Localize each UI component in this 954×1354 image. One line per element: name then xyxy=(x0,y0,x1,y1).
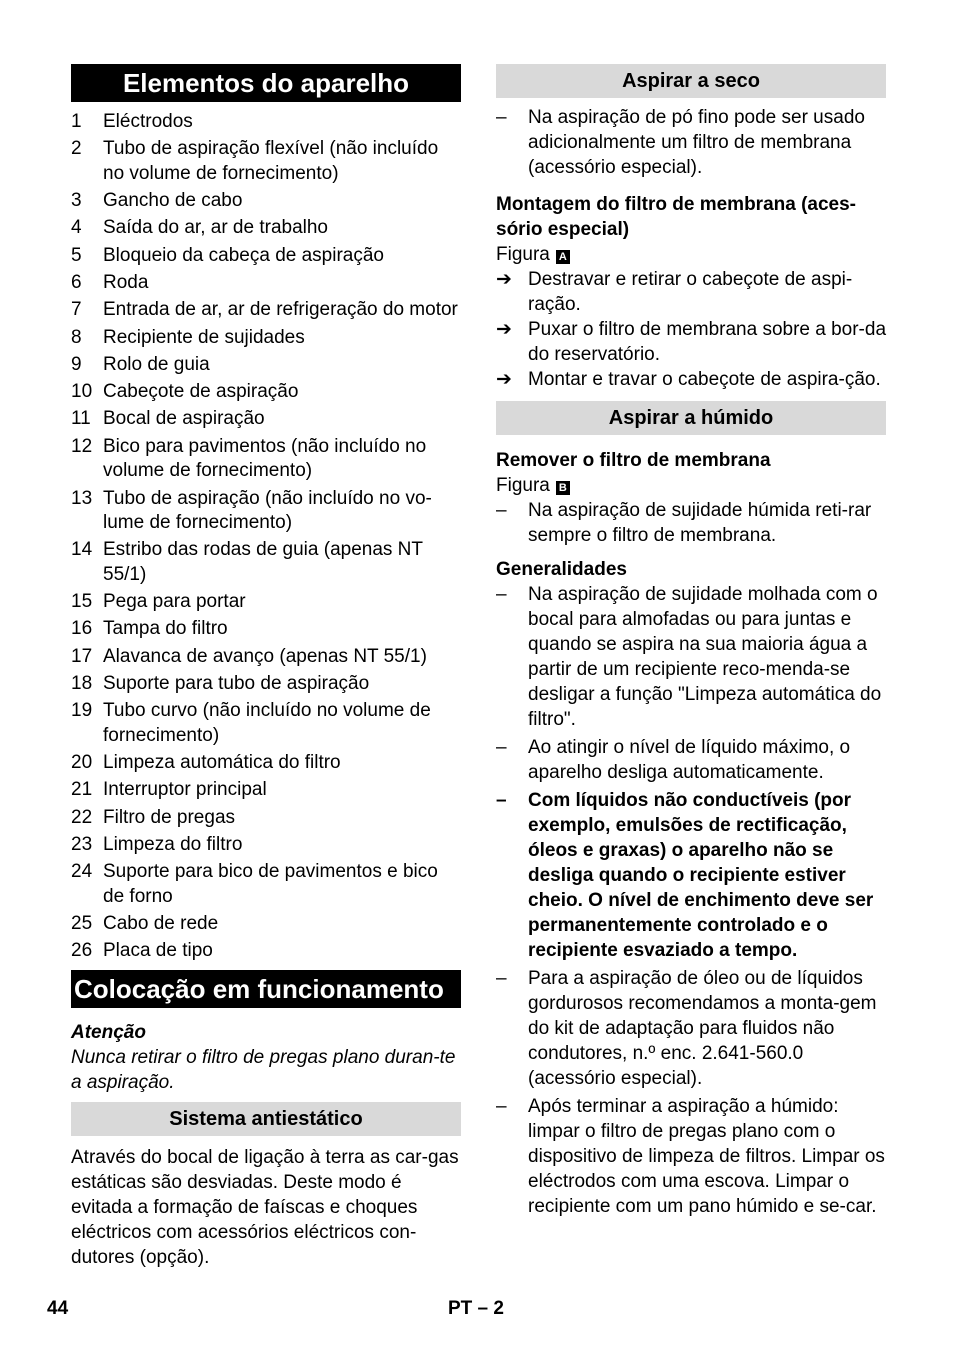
list-item: 23 Limpeza do filtro xyxy=(71,834,243,856)
arrow-right-icon: ➔ xyxy=(496,369,512,390)
list-item: – Para a aspiração de óleo ou de líquidos gordurosos recomendamos a monta-gem do kit de adaptação para fluidos não condutores, n.º enc. 2.641-560.0 (acessório especial). xyxy=(496,968,877,1089)
heading-antistatic: Sistema antiestático xyxy=(71,1102,461,1136)
left-column xyxy=(71,64,461,1270)
figure-b-ref: Figura B xyxy=(496,473,886,498)
list-item: 5 Bloqueio da cabeça de aspiração xyxy=(71,244,384,266)
dash-marker: – xyxy=(496,107,507,128)
list-item: 4 Saída do ar, ar de trabalho xyxy=(71,217,328,239)
list-item: 15 Pega para portar xyxy=(71,591,246,613)
list-item: – Na aspiração de sujidade molhada com o bocal para almofadas ou para juntas e quando se aspira na sua maioria água a partir de um recipiente reco-menda-se desligar a função "Limpeza automática do filtro". xyxy=(496,584,882,730)
list-item: 17 Alavanca de avanço (apenas NT 55/1) xyxy=(71,645,427,667)
remove-bullet: – Na aspiração de sujidade húmida reti-rar sempre o filtro de membrana. xyxy=(496,500,872,546)
instruction-step: ➔ Destravar e retirar o cabeçote de aspi-ração. xyxy=(496,269,853,315)
antistatic-text: Através do bocal de ligação à terra as car-gas estáticas são desviadas. Deste modo é evitada a formação de faíscas e choques eléctricos com acessórios eléctricos con-dutores (opção). xyxy=(71,1146,459,1268)
list-item: 1 Eléctrodos xyxy=(71,111,193,132)
attention-text: Nunca retirar o filtro de pregas plano duran-te a aspiração. xyxy=(71,1046,456,1093)
mount-filter-title: Montagem do filtro de membrana (aces-sório especial) xyxy=(496,194,857,240)
dash-marker: – xyxy=(496,968,507,989)
general-bullets xyxy=(496,582,886,1219)
page-number: 44 xyxy=(47,1298,69,1319)
list-item: – Após terminar a aspiração a húmido: limpar o filtro de pregas plano com o dispositivo de limpeza de filtros. Limpar os eléctrodos com uma escova. Limpar o recipiente com um pano húmido e se-car. xyxy=(496,1096,885,1217)
heading-dry-vacuum: Aspirar a seco xyxy=(496,64,886,98)
figure-b-icon: B xyxy=(556,481,570,495)
list-item: – Com líquidos não conductíveis (por exemplo, emulsões de rectificação, óleos e graxas) o aparelho não se desliga quando o recipiente estiver cheio. O nível de enchimento deve ser permanentemente controlado e o recipiente esvaziado a tempo. xyxy=(496,790,874,961)
dash-marker: – xyxy=(496,790,507,811)
figure-a-ref: Figura A xyxy=(496,242,886,267)
heading-start-up: Colocação em funcionamento xyxy=(71,970,461,1008)
list-item: 21 Interruptor principal xyxy=(71,779,267,801)
instruction-step: ➔ Montar e travar o cabeçote de aspira-ção. xyxy=(496,369,881,390)
instruction-step: ➔ Puxar o filtro de membrana sobre a bor-da do reservatório. xyxy=(496,319,887,365)
heading-device-elements: Elementos do aparelho xyxy=(71,64,461,102)
list-item: 24 Suporte para bico de pavimentos e bico de forno xyxy=(71,861,438,907)
list-item: 12 Bico para pavimentos (não incluído no volume de fornecimento) xyxy=(71,435,427,482)
list-item: 25 Cabo de rede xyxy=(71,913,219,935)
list-item: 3 Gancho de cabo xyxy=(71,190,243,212)
general-title: Generalidades xyxy=(496,559,627,580)
mount-steps xyxy=(496,267,886,392)
remove-filter-title: Remover o filtro de membrana xyxy=(496,450,771,471)
list-item: 16 Tampa do filtro xyxy=(71,618,228,640)
dash-marker: – xyxy=(496,737,507,758)
attention-label: Atenção xyxy=(71,1021,146,1043)
list-item: 9 Rolo de guia xyxy=(71,353,210,375)
list-item: 20 Limpeza automática do filtro xyxy=(71,752,341,774)
list-item: 2 Tubo de aspiração flexível (não incluído no volume de fornecimento) xyxy=(71,138,439,184)
list-item: 6 Roda xyxy=(71,271,149,293)
list-item: 10 Cabeçote de aspiração xyxy=(71,381,299,403)
dash-marker: – xyxy=(496,584,507,605)
list-item: 13 Tubo de aspiração (não incluído no vo-lume de fornecimento) xyxy=(71,487,432,534)
dash-marker: – xyxy=(496,1096,507,1117)
list-item: 8 Recipiente de sujidades xyxy=(71,326,305,348)
arrow-right-icon: ➔ xyxy=(496,319,512,340)
heading-wet-vacuum: Aspirar a húmido xyxy=(496,401,886,435)
arrow-right-icon: ➔ xyxy=(496,269,512,290)
list-item: 11 Bocal de aspiração xyxy=(71,408,265,430)
right-column xyxy=(496,64,886,1219)
list-item: 26 Placa de tipo xyxy=(71,940,213,962)
list-item: 14 Estribo das rodas de guia (apenas NT 55/1) xyxy=(71,539,423,585)
section-label: PT – 2 xyxy=(448,1298,504,1319)
figure-a-icon: A xyxy=(556,250,570,264)
dry-bullet: – Na aspiração de pó fino pode ser usado adicionalmente um filtro de membrana (acessório especial). xyxy=(496,107,865,178)
list-item: 22 Filtro de pregas xyxy=(71,806,236,828)
list-item: 19 Tubo curvo (não incluído no volume de fornecimento) xyxy=(71,700,431,746)
list-item: – Ao atingir o nível de líquido máximo, o aparelho desliga automaticamente. xyxy=(496,737,851,783)
list-item: 18 Suporte para tubo de aspiração xyxy=(71,673,370,695)
list-item: 7 Entrada de ar, ar de refrigeração do motor xyxy=(71,299,458,321)
device-elements-list xyxy=(71,110,461,964)
